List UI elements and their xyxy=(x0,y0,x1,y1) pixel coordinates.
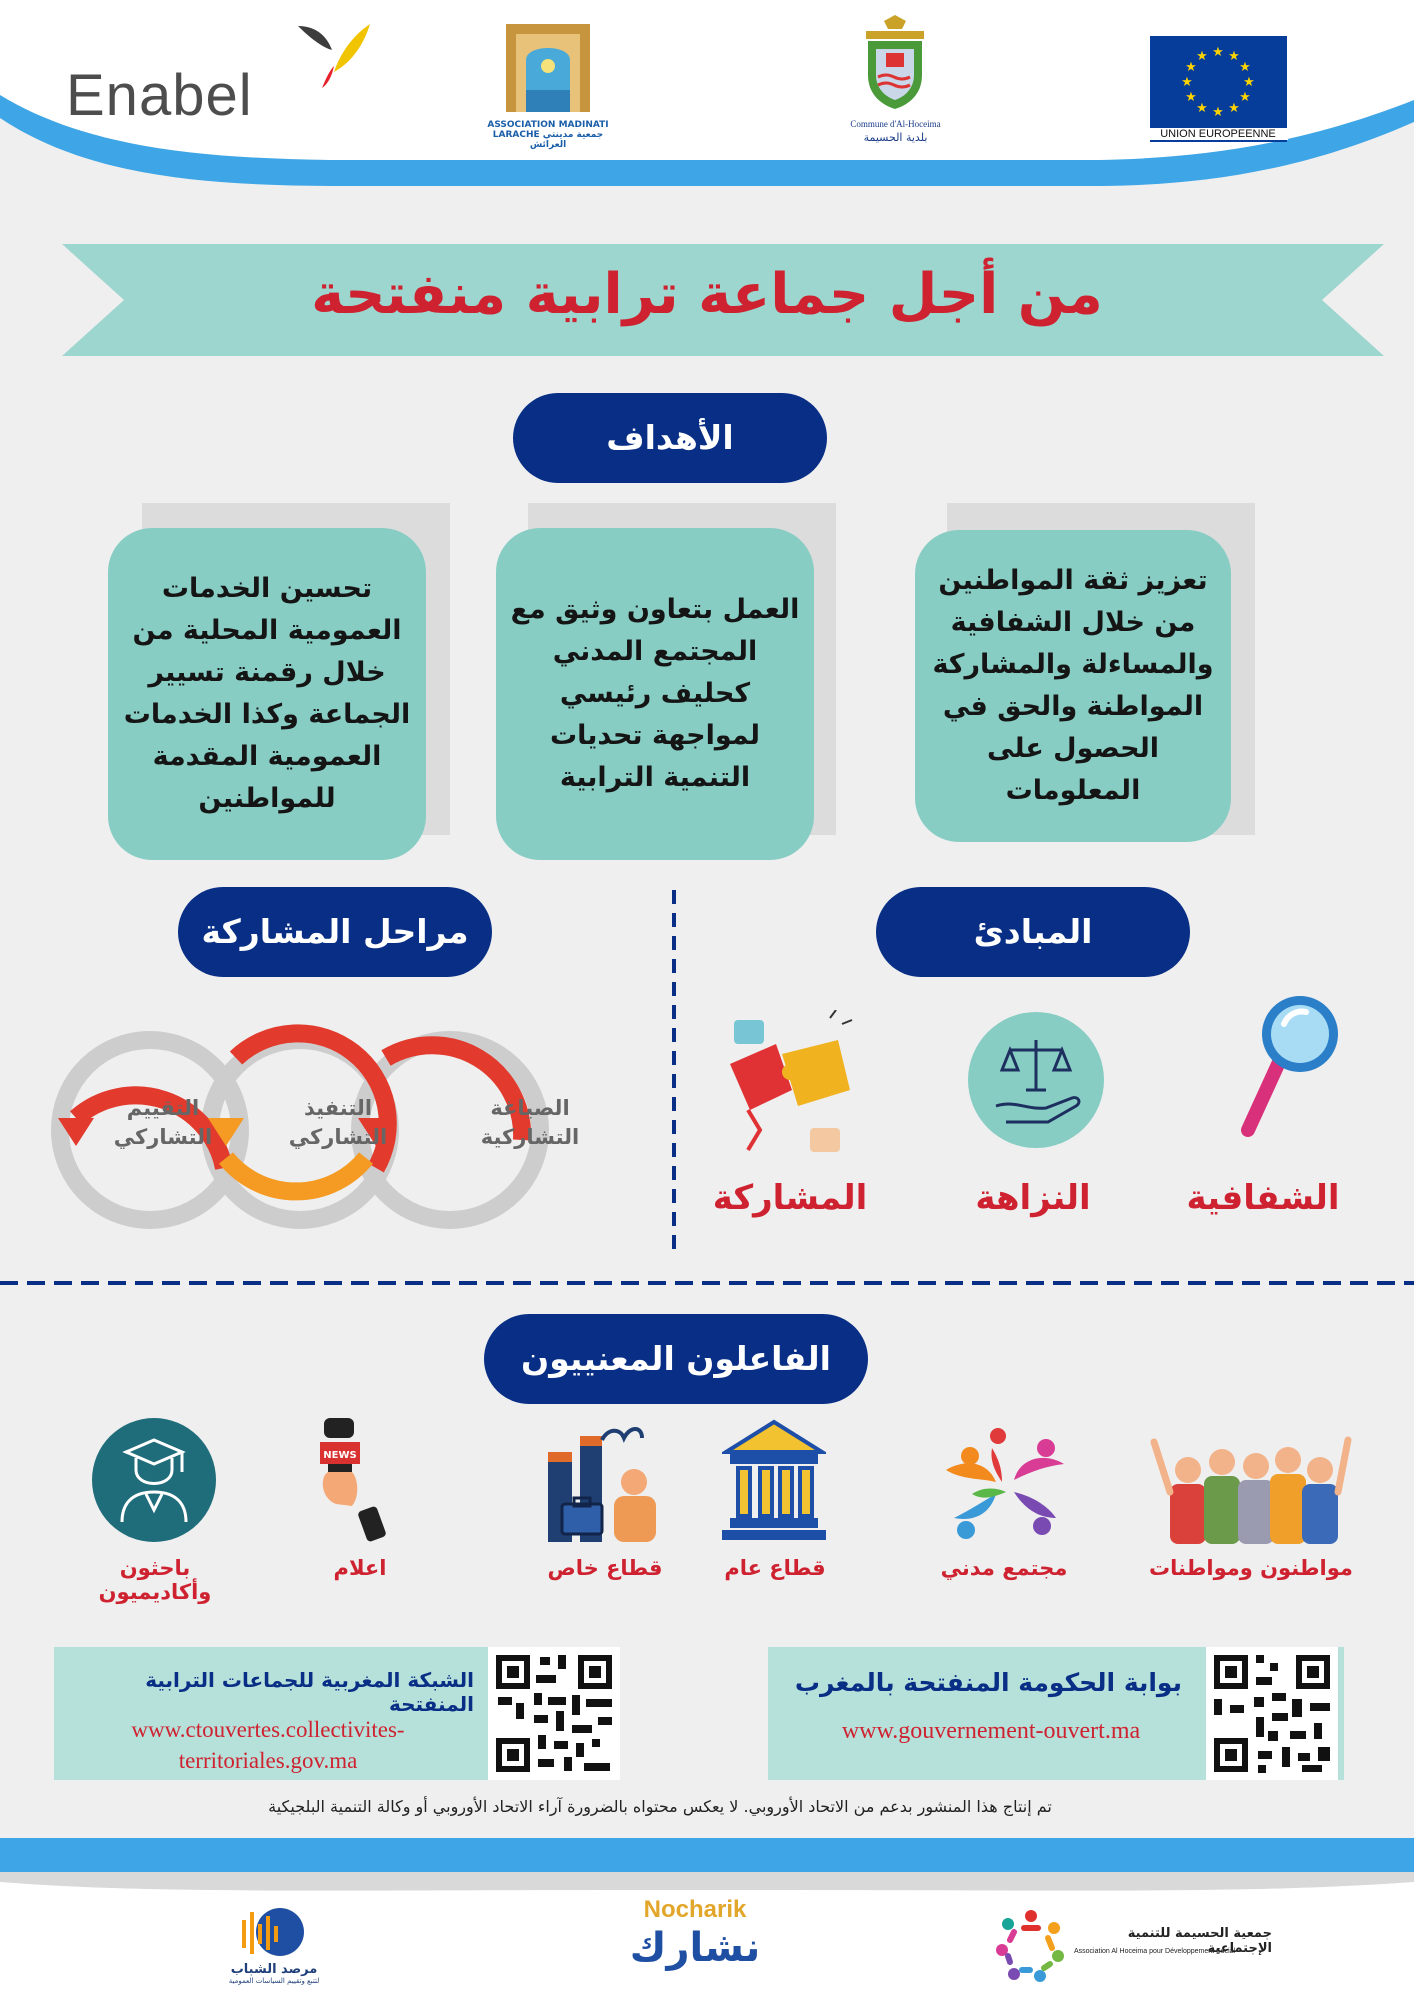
svg-text:★: ★ xyxy=(1196,49,1208,64)
scales-hand-icon xyxy=(966,1010,1106,1150)
principle-transparency-label: الشفافية xyxy=(1186,1178,1340,1218)
actor-researchers-label: باحثون وأكاديميون xyxy=(98,1556,212,1604)
open-communes-title: الشبكة المغربية للجماعات الترابية المنفتحة xyxy=(145,1668,474,1716)
crowd-icon xyxy=(1148,1432,1354,1544)
goal-card-digitization: تحسين الخدمات العمومية المحلية من خلال رقمنة تسيير الجماعة وكذا الخدمات العمومية المقدمة للمواطنين xyxy=(108,528,426,860)
qr-code-icon[interactable] xyxy=(488,1647,620,1780)
actor-public-sector-label: قطاع عام xyxy=(724,1556,826,1580)
horizontal-divider xyxy=(0,1280,1414,1286)
actor-citizens-label: مواطنون ومواطنات xyxy=(1149,1556,1353,1580)
svg-text:★: ★ xyxy=(1212,105,1224,120)
principle-integrity-label: النزاهة xyxy=(975,1178,1091,1218)
actors-heading: الفاعلون المعنييون xyxy=(484,1314,868,1404)
enabel-logo: Enabel xyxy=(66,63,253,128)
actor-civil-society-label: مجتمع مدني xyxy=(940,1556,1068,1580)
madinati-name: ASSOCIATION MADINATI LARACHE جمعية مدينتي العرائش xyxy=(487,120,609,150)
graduate-icon xyxy=(92,1418,216,1542)
eu-caption: UNION EUROPEENNE xyxy=(1148,128,1288,140)
eu-stars-icon xyxy=(1150,36,1287,128)
madinati-logo xyxy=(480,20,616,148)
svg-text:★: ★ xyxy=(1196,101,1208,116)
open-government-url[interactable]: www.gouvernement-ouvert.ma xyxy=(841,1718,1141,1744)
nocharik-logo: Nocharik نشارك xyxy=(629,1896,761,1971)
commune-name: Commune d'Al-Hoceima بلدية الحسيمة xyxy=(850,119,941,144)
open-communes-url[interactable]: www.ctouvertes.collectivites- territoriales.gov.ma xyxy=(131,1717,405,1773)
svg-text:NEWS: NEWS xyxy=(323,1450,357,1461)
qr-code-icon[interactable] xyxy=(1206,1647,1338,1780)
news-microphone-icon xyxy=(318,1416,402,1542)
goal-card-transparency: تعزيز ثقة المواطنين من خلال الشفافية والمساءلة والمشاركة المواطنة والحق في الحصول على المعلومات xyxy=(915,530,1231,842)
svg-text:★: ★ xyxy=(1185,60,1197,75)
actor-private-sector-label: قطاع خاص xyxy=(547,1556,663,1580)
stage-drafting-label: الصياغة التشاركية xyxy=(480,1096,580,1149)
madinati-arch-icon xyxy=(480,20,616,116)
svg-text:★: ★ xyxy=(1228,49,1240,64)
stage-evaluation-label: التقييم التشاركي xyxy=(113,1096,213,1149)
goals-heading: الأهداف xyxy=(513,393,827,483)
svg-text:★: ★ xyxy=(1181,75,1193,90)
open-government-title: بوابة الحكومة المنفتحة بالمغرب xyxy=(794,1668,1182,1697)
stage-implementation-label: التنفيذ التشاركي xyxy=(288,1096,388,1149)
svg-text:★: ★ xyxy=(1212,45,1224,60)
enabel-bird-icon xyxy=(292,18,374,98)
commune-logo xyxy=(836,15,955,151)
commune-crest-icon xyxy=(836,15,955,113)
svg-text:★: ★ xyxy=(1185,90,1197,105)
svg-text:★: ★ xyxy=(1243,75,1255,90)
svg-text:★: ★ xyxy=(1239,60,1251,75)
association-people-circle-icon xyxy=(994,1906,1068,1986)
factory-businessman-icon xyxy=(544,1422,660,1542)
principles-heading: المبادئ xyxy=(876,887,1190,977)
svg-text:★: ★ xyxy=(1228,101,1240,116)
al-hoceima-association-logo: جمعية الحسيمة للتنمية الإجتماعية Association Al Hoceima pour Développement Social xyxy=(994,1906,1294,1986)
marsad-bars-icon xyxy=(222,1904,326,1958)
eu-flag xyxy=(1150,36,1287,142)
stages-heading: مراحل المشاركة xyxy=(178,887,492,977)
disclaimer-text: تم إنتاج هذا المنشور بدعم من الاتحاد الأوروبي. لا يعكس محتواه بالضرورة آراء الاتحاد الأوروبي أو وكالة التنمية البلجيكية xyxy=(268,1797,1052,1816)
community-icon xyxy=(936,1422,1074,1552)
svg-text:★: ★ xyxy=(1239,90,1251,105)
principle-participation-label: المشاركة xyxy=(712,1178,868,1218)
page-title: من أجل جماعة ترابية منفتحة xyxy=(311,262,1103,327)
vertical-divider xyxy=(671,890,677,1250)
government-building-icon xyxy=(722,1418,826,1542)
puzzle-hands-icon xyxy=(720,1010,860,1160)
actor-media-label: اعلام xyxy=(333,1556,387,1580)
marsad-chabab-logo: مرصد الشباب لتتبع وتقييم السياسات العمومية xyxy=(222,1904,326,1990)
goal-card-civil-society: العمل بتعاون وثيق مع المجتمع المدني كحليف رئيسي لمواجهة تحديات التنمية الترابية xyxy=(496,528,814,860)
magnifier-icon xyxy=(1236,990,1348,1140)
